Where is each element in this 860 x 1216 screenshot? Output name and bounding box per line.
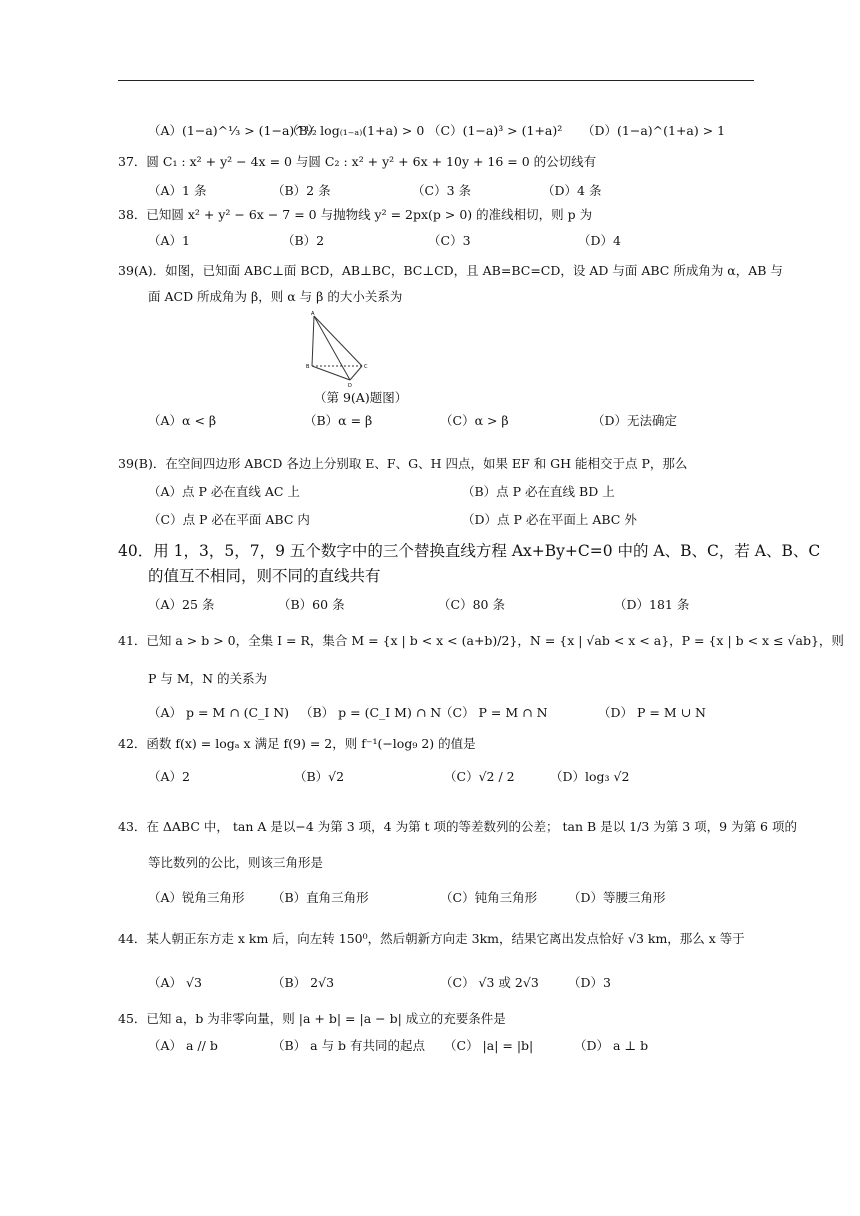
- q38-stem: 38．已知圆 x² + y² − 6x − 7 = 0 与抛物线 y² = 2px(p > 0) 的准线相切，则 p 为: [118, 207, 593, 222]
- fig-label-d: D: [348, 383, 352, 388]
- q43-option-a: （A）锐角三角形: [148, 890, 245, 905]
- q39b-option-d: （D）点 P 必在平面上 ABC 外: [462, 512, 637, 527]
- q37-option-d: （D）4 条: [542, 183, 602, 198]
- q36-option-d: （D）(1−a)^(1+a) > 1: [582, 123, 726, 138]
- q40-option-c: （C）80 条: [438, 597, 505, 612]
- q39a-option-c: （C）α > β: [440, 413, 509, 428]
- q45-option-a: （A） a // b: [148, 1038, 218, 1053]
- q38-option-a: （A）1: [148, 233, 190, 248]
- q44-option-a: （A） √3: [148, 975, 202, 990]
- q37-option-b: （B）2 条: [272, 183, 331, 198]
- q43-stem-line2: 等比数列的公比，则该三角形是: [148, 855, 324, 870]
- q38-option-b: （B）2: [282, 233, 325, 248]
- fig-label-b: B: [306, 364, 310, 370]
- q39a-option-a: （A）α < β: [148, 413, 217, 428]
- q42-option-c: （C）√2 / 2: [444, 769, 515, 784]
- q43-option-c: （C）钝角三角形: [440, 890, 538, 905]
- fig-label-c: C: [364, 364, 368, 370]
- q41-stem-line2: P 与 M，N 的关系为: [148, 671, 268, 686]
- q41-stem-line1: 41．已知 a > b > 0，全集 I = R，集合 M = {x | b < x < (a+b)/2}，N = {x | √ab < x < a}，P = {x | b < x ≤ √ab}，则: [118, 633, 844, 648]
- q43-stem-line1: 43．在 ΔABC 中， tan A 是以−4 为第 3 项，4 为第 t 项的等差数列的公差； tan B 是以 1/3 为第 3 项，9 为第 6 项的: [118, 819, 797, 834]
- q45-option-b: （B） a 与 b 有共同的起点: [272, 1038, 426, 1053]
- q40-stem-line1: 40．用 1，3，5，7，9 五个数字中的三个替换直线方程 Ax+By+C=0 中的 A、B、C，若 A、B、C: [118, 542, 821, 560]
- q40-option-b: （B）60 条: [278, 597, 345, 612]
- q41-option-d: （D） P = M ∪ N: [598, 705, 706, 720]
- q44-stem: 44．某人朝正东方走 x km 后，向左转 150⁰，然后朝新方向走 3km，结果它离出发点恰好 √3 km，那么 x 等于: [118, 931, 745, 946]
- q36-option-c: （C）(1−a)³ > (1+a)²: [428, 123, 563, 138]
- q40-option-d: （D）181 条: [614, 597, 690, 612]
- q39a-option-b: （B）α = β: [304, 413, 373, 428]
- q44-option-b: （B） 2√3: [272, 975, 335, 990]
- q39b-option-b: （B）点 P 必在直线 BD 上: [462, 484, 615, 499]
- q42-option-d: （D）log₃ √2: [550, 769, 630, 784]
- q43-option-d: （D）等腰三角形: [568, 890, 666, 905]
- q39a-figure-caption: （第 9(A)题图）: [314, 390, 408, 405]
- q41-option-a: （A） p = M ∩ (C_I N): [148, 705, 290, 720]
- q42-option-a: （A）2: [148, 769, 190, 784]
- q39a-stem-line2: 面 ACD 所成角为 β，则 α 与 β 的大小关系为: [148, 289, 403, 304]
- q42-option-b: （B）√2: [294, 769, 345, 784]
- q37-stem: 37．圆 C₁ : x² + y² − 4x = 0 与圆 C₂ : x² + y² + 6x + 10y + 16 = 0 的公切线有: [118, 154, 597, 169]
- q38-option-c: （C）3: [428, 233, 471, 248]
- q44-option-d: （D）3: [568, 975, 611, 990]
- fig-label-a: A: [311, 311, 315, 317]
- q39a-stem-line1: 39(A)．如图，已知面 ABC⊥面 BCD，AB⊥BC，BC⊥CD，且 AB=BC=CD，设 AD 与面 ABC 所成角为 α，AB 与: [118, 263, 783, 278]
- q36-option-b: （B）log₍₁₋ₐ₎(1+a) > 0: [286, 123, 425, 138]
- q42-stem: 42．函数 f(x) = logₐ x 满足 f(9) = 2，则 f⁻¹(−log₉ 2) 的值是: [118, 736, 476, 751]
- q40-stem-line2: 的值互不相同，则不同的直线共有: [148, 567, 381, 585]
- q43-option-b: （B）直角三角形: [272, 890, 369, 905]
- q37-option-a: （A）1 条: [148, 183, 207, 198]
- tetrahedron-figure: [300, 310, 380, 388]
- q45-option-d: （D） a ⊥ b: [574, 1038, 649, 1053]
- q40-option-a: （A）25 条: [148, 597, 215, 612]
- q39b-option-a: （A）点 P 必在直线 AC 上: [148, 484, 300, 499]
- q39b-option-c: （C）点 P 必在平面 ABC 内: [148, 512, 310, 527]
- q39a-option-d: （D）无法确定: [592, 413, 678, 428]
- q39b-stem: 39(B)．在空间四边形 ABCD 各边上分别取 E、F、G、H 四点，如果 EF 和 GH 能相交于点 P，那么: [118, 456, 688, 471]
- q41-option-c: （C） P = M ∩ N: [440, 705, 548, 720]
- q45-stem: 45．已知 a，b 为非零向量，则 |a + b| = |a − b| 成立的充要条件是: [118, 1011, 506, 1026]
- q36-option-a: （A）(1−a)^⅓ > (1−a)^½: [148, 123, 317, 138]
- header-rule: [118, 80, 754, 81]
- q37-option-c: （C）3 条: [412, 183, 471, 198]
- q44-option-c: （C） √3 或 2√3: [440, 975, 539, 990]
- q45-option-c: （C） |a| = |b|: [444, 1038, 534, 1053]
- q41-option-b: （B） p = (C_I M) ∩ N: [300, 705, 442, 720]
- q38-option-d: （D）4: [578, 233, 621, 248]
